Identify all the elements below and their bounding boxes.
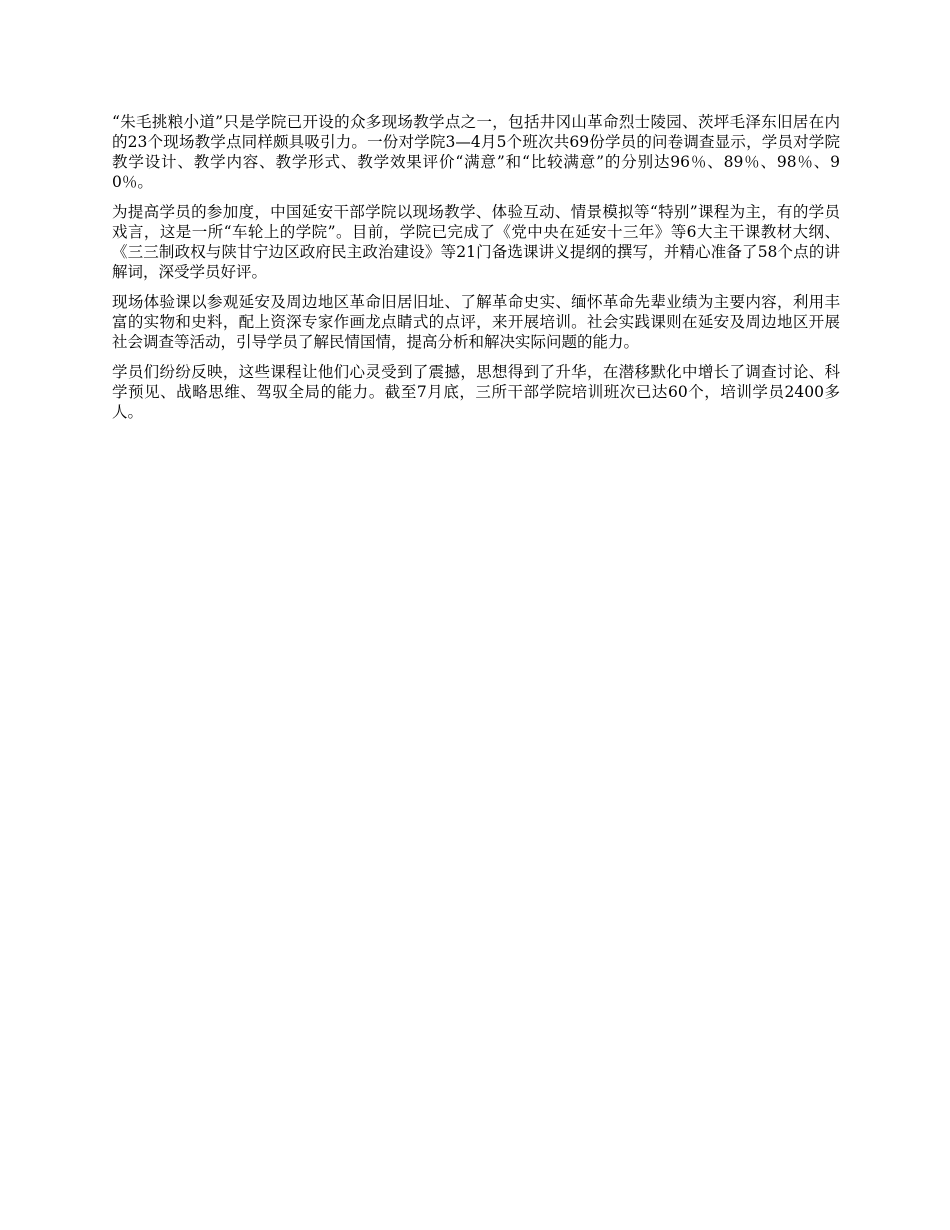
article-body	[112, 112, 840, 432]
paragraph-1: “朱毛挑粮小道”只是学院已开设的众多现场教学点之一，包括井冈山革命烈士陵园、茨坪毛泽东旧居在内的23个现场教学点同样颇具吸引力。一份对学院3—4月5个班次共69份学员的问卷调查显示，学员对学院教学设计、教学内容、教学形式、教学效果评价“满意”和“比较满意”的分别达96％、89％、98％、90％。	[112, 113, 840, 191]
paragraph-2: 为提高学员的参加度，中国延安干部学院以现场教学、体验互动、情景模拟等“特别”课程为主，有的学员戏言，这是一所“车轮上的学院”。目前，学院已完成了《党中央在延安十三年》等6大主干课教材大纲、《三三制政权与陕甘宁边区政府民主政治建设》等21门备选课讲义提纲的撰写，并精心准备了58个点的讲解词，深受学员好评。	[112, 203, 840, 281]
paragraph-3: 现场体验课以参观延安及周边地区革命旧居旧址、了解革命史实、缅怀革命先辈业绩为主要内容，利用丰富的实物和史料，配上资深专家作画龙点睛式的点评，来开展培训。社会实践课则在延安及周边地区开展社会调查等活动，引导学员了解民情国情，提高分析和解决实际问题的能力。	[112, 293, 840, 351]
paragraph-4: 学员们纷纷反映，这些课程让他们心灵受到了震撼，思想得到了升华，在潜移默化中增长了调查讨论、科学预见、战略思维、驾驭全局的能力。截至7月底，三所干部学院培训班次已达60个，培训学员2400多人。	[112, 363, 840, 421]
